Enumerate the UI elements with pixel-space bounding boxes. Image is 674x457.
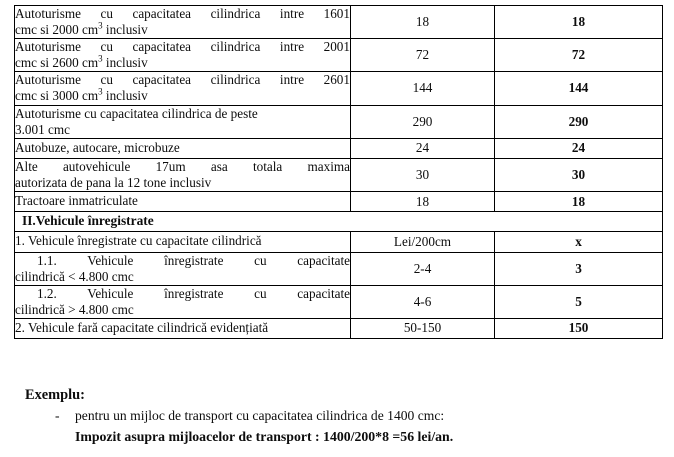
row-range-value: 4-6 [351, 285, 495, 318]
row-range-value: 144 [351, 72, 495, 105]
table-body [15, 6, 663, 339]
row-final-value: 150 [495, 318, 663, 338]
table-row [15, 192, 663, 212]
row-description: 1.1. Vehicule înregistrate cu capacitate cilindrică < 4.800 cmc [15, 252, 350, 284]
table-row [15, 105, 663, 138]
vehicle-tax-table [14, 5, 663, 339]
row-range-value: 24 [351, 138, 495, 158]
example-bullet-row [14, 406, 654, 425]
table-row [15, 285, 663, 318]
example-title: Exemplu: [25, 387, 85, 403]
row-final-value: 18 [495, 6, 663, 39]
row-final-value: 72 [495, 39, 663, 72]
example-bullet-text: pentru un mijloc de transport cu capacitatea cilindrica de 1400 cmc: [75, 408, 445, 424]
row-range-value: Lei/200cm [351, 232, 495, 252]
bullet-dash-icon: - [55, 408, 60, 424]
row-range-value: 2-4 [351, 252, 495, 285]
table-row [15, 39, 663, 72]
row-range-value: 30 [351, 158, 495, 191]
row-description: 1.2. Vehicule înregistrate cu capacitate cilindrică > 4.800 cmc [15, 285, 350, 317]
table-row [15, 232, 663, 252]
row-final-value: x [495, 232, 663, 252]
row-range-value: 50-150 [351, 318, 495, 338]
table-row [15, 6, 663, 39]
row-final-value: 290 [495, 105, 663, 138]
row-description: Tractoare inmatriculate [15, 192, 351, 212]
row-final-value: 24 [495, 138, 663, 158]
row-final-value: 30 [495, 158, 663, 191]
row-range-value: 72 [351, 39, 495, 72]
table-section-row [15, 212, 663, 232]
row-description: 1. Vehicule înregistrate cu capacitate cilindrică [15, 232, 351, 252]
row-description: Autoturisme cu capacitatea cilindrica intre 2601 cmc si 3000 $cm^3$ inclusiv [15, 72, 350, 104]
row-final-value: 5 [495, 285, 663, 318]
row-description: Autoturisme cu capacitatea cilindrica de peste 3.001 cmc [15, 105, 351, 138]
row-final-value: 144 [495, 72, 663, 105]
row-description: Autobuze, autocare, microbuze [15, 138, 351, 158]
table-row [15, 252, 663, 285]
table-row [15, 72, 663, 105]
row-range-value: 18 [351, 192, 495, 212]
table-row [15, 158, 663, 191]
row-description: Alte autovehicule 17um asa totala maxima autorizata de pana la 12 tone inclusiv [15, 158, 350, 190]
row-range-value: 290 [351, 105, 495, 138]
section-title: II.Vehicule înregistrate [15, 212, 663, 232]
example-block [14, 385, 654, 446]
row-description: Autoturisme cu capacitatea cilindrica intre 2001 cmc si 2600 $cm^3$ inclusiv [15, 39, 350, 71]
row-description: 2. Vehicule fară capacitate cilindrică evidențiată [15, 318, 351, 338]
table-row [15, 138, 663, 158]
table-row [15, 318, 663, 338]
row-final-value: 18 [495, 192, 663, 212]
example-result-text: Impozit asupra mijloacelor de transport : 1400/200*8 =56 lei/an. [75, 428, 454, 444]
row-description: Autoturisme cu capacitatea cilindrica intre 1601 cmc si 2000 $cm^3$ inclusiv [15, 6, 350, 38]
row-final-value: 3 [495, 252, 663, 285]
row-range-value: 18 [351, 6, 495, 39]
